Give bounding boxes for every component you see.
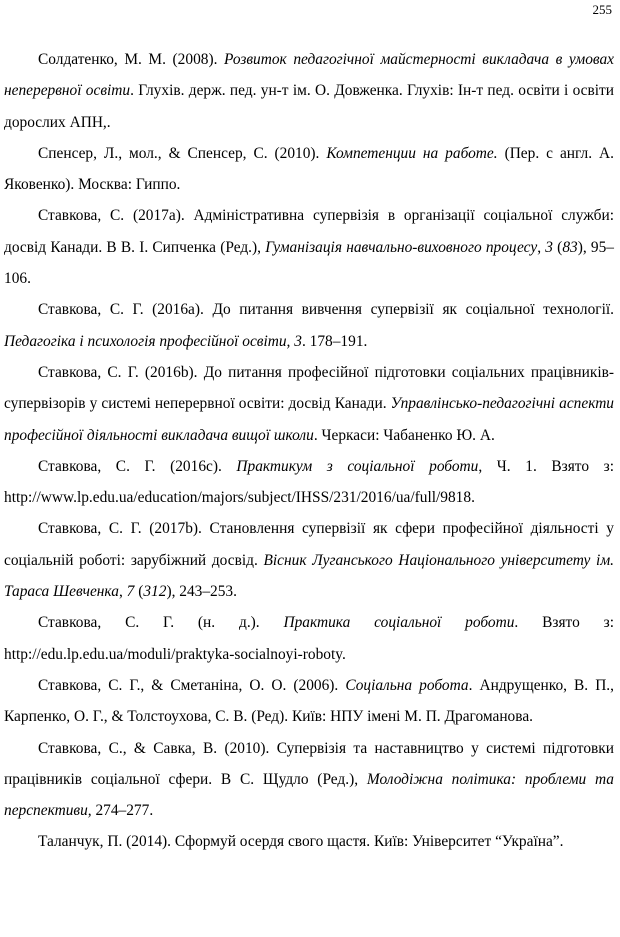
reference-text-segment: Ставкова, С. Г. (2016b). До питання професійної підготовки соціальних працівників-супервізорів у системі неперервної освіти: досвід Канади. (4, 363, 614, 413)
reference-entry (4, 733, 614, 827)
reference-text-segment: ( (552, 238, 563, 256)
reference-italic-segment: Компетенции на работе. (326, 144, 498, 162)
reference-entry (4, 294, 614, 357)
reference-text-segment: . Глухів. держ. пед. ун-т ім. О. Довженка. Глухів: Ін-т пед. освіти і освіти дорослих АПН,. (4, 82, 614, 131)
reference-italic-segment: 312 (143, 583, 167, 601)
reference-text-segment: . Черкаси: Чабаненко Ю. А. (313, 426, 495, 444)
reference-text-segment: . 178–191. (301, 332, 368, 350)
reference-text-segment: , Ч. 1. Взято з: http://www.lp.edu.ua/education/majors/subject/IHSS/231/2016/ua/full/9818. (4, 457, 614, 507)
reference-text-segment: Ставкова, С. Г. (2016a). До питання вивчення супервізії як соціальної технології. (38, 301, 614, 319)
reference-entry (4, 607, 614, 670)
reference-text-segment: Ставкова, С. (2017a). Адміністративна супервізія в організації соціальної служби: досвід Канади. В В. І. Сипченка (Ред.), (4, 207, 614, 256)
reference-italic-segment: Молодіжна політика: проблеми та перспективи, (4, 770, 614, 820)
reference-italic-segment: Соціальна робота (345, 676, 469, 694)
reference-text-segment: ( (134, 583, 144, 601)
reference-text-segment: Спенсер, Л., мол., & Спенсер, С. (2010). (38, 144, 327, 162)
reference-italic-segment: Розвиток педагогічної майстерності викладача в умовах неперервної освіти (4, 51, 614, 100)
reference-entry (4, 138, 614, 201)
reference-list (4, 44, 614, 858)
reference-italic-segment: 7 (126, 583, 135, 601)
reference-text-segment: ), 243–253. (166, 583, 237, 601)
reference-text-segment: , (537, 238, 546, 256)
reference-italic-segment: Практикум з соціальної роботи (236, 457, 479, 475)
reference-entry (4, 200, 614, 294)
reference-entry (4, 826, 614, 857)
reference-text-segment: Ставкова, С. Г., & Сметаніна, О. О. (2006). (38, 676, 346, 694)
reference-entry (4, 513, 614, 607)
reference-italic-segment: Педагогіка і психологія професійної освіти, 3 (4, 332, 302, 350)
reference-italic-segment: Вісник Луганського Національного університету ім. Тараса Шевченка (4, 551, 614, 601)
reference-text-segment: (Пер. с англ. А. Яковенко). Москва: Гиппо. (4, 144, 614, 194)
reference-text-segment: . Взято з: http://edu.lp.edu.ua/moduli/praktyka-socialnoyi-roboty. (4, 614, 614, 663)
reference-italic-segment: Управлінсько-педагогічні аспекти професійної діяльності викладача вищої школи (4, 395, 614, 444)
reference-text-segment: . Андрущенко, В. П., Карпенко, О. Г., & Толстоухова, С. В. (Ред). Київ: НПУ імені М. П. Драгоманова. (4, 676, 615, 726)
reference-text-segment: 274–277. (91, 802, 154, 820)
reference-text-segment: Ставкова, С. Г. (2017b). Становлення супервізії як сфери професійної діяльності у соціальній роботі: зарубіжний досвід. (4, 520, 614, 569)
reference-entry (4, 451, 614, 514)
reference-italic-segment: 83 (562, 238, 578, 256)
reference-italic-segment: Гуманізація навчально-виховного процесу (265, 238, 538, 256)
reference-text-segment: Солдатенко, М. М. (2008). (38, 51, 225, 68)
reference-entry (4, 670, 614, 733)
reference-text-segment: ), 95–106. (4, 238, 614, 288)
reference-text-segment: Таланчук, П. (2014). Сформуй осердя свого щастя. Київ: Університет “Україна”. (38, 833, 564, 851)
reference-entry (4, 44, 614, 138)
reference-text-segment: Ставкова, С. Г. (н. д.). (38, 614, 284, 632)
reference-text-segment: Ставкова, С. Г. (2016c). (38, 457, 237, 475)
reference-italic-segment: 3 (545, 238, 553, 256)
page-number: 255 (592, 2, 612, 17)
reference-text-segment: , (118, 583, 127, 601)
reference-text-segment: Ставкова, С., & Савка, В. (2010). Супервізія та наставництво у системі підготовки працівників соціальної сфери. В С. Щудло (Ред.), (4, 739, 614, 788)
reference-italic-segment: Практика соціальної роботи (283, 614, 515, 632)
reference-entry (4, 357, 614, 451)
